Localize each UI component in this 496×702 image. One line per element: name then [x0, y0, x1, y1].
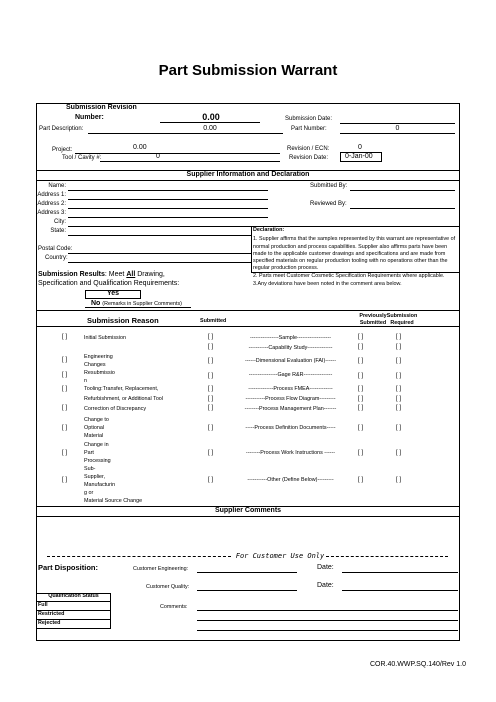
checkbox[interactable]: [ ] [208, 358, 214, 364]
item-label: -----Process Definition Documents----- [245, 425, 336, 431]
part-description-label: Part Description: [39, 126, 84, 132]
reason-label: Material [84, 433, 104, 439]
declaration-line: 1. Supplier affirms that the samples represented by this warrant are representative of [253, 236, 456, 242]
reason-label: Resubmissio [84, 370, 115, 376]
customer-use-only-label: For Customer Use Only [235, 552, 325, 560]
reason-label: Manufacturin [84, 482, 116, 488]
part-description-value[interactable]: 0.00 [203, 125, 217, 132]
checkbox[interactable]: [ ] [358, 373, 364, 379]
status-restricted[interactable]: Restricted [38, 611, 65, 617]
status-full[interactable]: Full [38, 602, 48, 608]
name-label: Name: [48, 183, 66, 189]
checkbox[interactable]: [ ] [208, 373, 214, 379]
revision-date-label: Revision Date: [289, 155, 329, 161]
checkbox[interactable]: [ ] [208, 386, 214, 392]
reason-label: Tooling:Transfer, Replacement, [84, 386, 159, 392]
checkbox[interactable]: [ ] [62, 386, 68, 392]
reason-label: g or [84, 490, 94, 496]
item-label: -----------Other (Define Below)--------- [247, 477, 334, 483]
reason-label: Change in [84, 442, 109, 448]
form-number: COR.40.WWP.SQ.140/Rev 1.0 [370, 661, 466, 668]
item-label: ------Dimensional Evaluation (FAI)------ [244, 358, 337, 364]
reason-label: Change to [84, 417, 109, 423]
part-disposition-label: Part Disposition: [38, 563, 99, 572]
reason-label: Correction of Discrepancy [84, 406, 147, 412]
revision-date-value[interactable]: 0-Jan-00 [345, 153, 373, 160]
checkbox[interactable]: [ ] [396, 477, 402, 483]
declaration-line: specified materials on regular production tooling with no operations other than the [253, 258, 448, 264]
item-label: -----------Process Flow Diagram--------- [245, 396, 336, 402]
checkbox[interactable]: [ ] [208, 396, 214, 402]
checkbox[interactable]: [ ] [208, 425, 214, 431]
customer-quality-label: Customer Quality: [146, 584, 190, 590]
checkbox[interactable]: [ ] [358, 477, 364, 483]
tool-cavity-value[interactable]: 0 [156, 153, 160, 160]
project-label: Project: [52, 147, 73, 153]
reason-label: Changes [84, 362, 106, 368]
checkbox[interactable]: [ ] [358, 358, 364, 364]
part-number-label: Part Number: [291, 126, 327, 132]
declaration-line: 2. Parts meet Customer Cosmetic Specification Requirements where applicable. [253, 273, 445, 279]
submission-results-line2: Specification and Qualification Requirements: [38, 280, 180, 287]
reviewed-by-label: Reviewed By: [310, 201, 347, 207]
submission-required-heading-2: Required [390, 320, 414, 326]
reason-label: Engineering [84, 354, 113, 360]
item-label: --------Process Work Instructions ------ [245, 450, 336, 456]
submission-results: Submission Results: Meet All Drawing, [38, 271, 165, 278]
revision-ecn-value[interactable]: 0 [358, 144, 362, 151]
item-label: ----------------Sample------------------- [249, 335, 332, 341]
comments-label: Comments: [160, 604, 188, 610]
checkbox[interactable]: [ ] [62, 372, 68, 378]
declaration-line: 3.Any deviations have been noted in the comment area below. [253, 281, 402, 287]
checkbox[interactable]: [ ] [396, 344, 402, 350]
address3-label: Address 3: [37, 210, 66, 216]
reason-label: Material Source Change [84, 498, 143, 504]
checkbox[interactable]: [ ] [358, 386, 364, 392]
submission-required-heading-1: Submission [386, 313, 418, 319]
checkbox[interactable]: [ ] [358, 396, 364, 402]
tool-cavity-label: Tool / Cavity #: [62, 155, 102, 161]
part-number-value[interactable]: 0 [395, 125, 400, 132]
postal-code-label: Postal Code: [38, 246, 73, 252]
reason-label: Refurbishment, or Additional Tool [84, 396, 164, 402]
address1-label: Address 1: [37, 192, 66, 198]
no-option[interactable]: No (Remarks in Supplier Comments) [91, 300, 182, 307]
submission-date-label: Submission Date: [285, 116, 333, 122]
declaration-line: regular production process. [253, 265, 319, 271]
checkbox[interactable]: [ ] [358, 450, 364, 456]
checkbox[interactable]: [ ] [62, 425, 68, 431]
checkbox[interactable]: [ ] [208, 334, 214, 340]
reason-label: Sub- [84, 466, 96, 472]
revision-label-2: Number: [75, 114, 104, 121]
reason-label: n [84, 378, 87, 384]
checkbox[interactable]: [ ] [62, 405, 68, 411]
declaration-line: made to the applicable customer drawings and specifications and are made from [253, 251, 446, 257]
checkbox[interactable]: [ ] [208, 450, 214, 456]
checkbox[interactable]: [ ] [396, 386, 402, 392]
item-label: ----------------Gage R&R---------------- [248, 372, 333, 378]
submitted-column-heading: Submitted [200, 318, 227, 324]
revision-ecn-label: Revision / ECN: [287, 146, 330, 152]
declaration-line: normal production and process capabilities. Supplier also affirms parts have been [253, 244, 448, 250]
revision-label-1: Submission Revision [66, 104, 137, 111]
country-label: Country: [45, 255, 68, 261]
checkbox[interactable]: [ ] [62, 334, 68, 340]
checkbox[interactable]: [ ] [358, 425, 364, 431]
reason-label: Supplier, [84, 474, 105, 480]
reason-label: Optional [84, 425, 105, 431]
page-title: Part Submission Warrant [158, 62, 338, 79]
submission-reason-heading: Submission Reason [87, 316, 159, 325]
previously-submitted-heading-2: Submitted [359, 320, 387, 326]
checkbox[interactable]: [ ] [396, 334, 402, 340]
state-label: State: [50, 228, 66, 234]
checkbox[interactable]: [ ] [358, 334, 364, 340]
checkbox[interactable]: [ ] [396, 425, 402, 431]
checkbox[interactable]: [ ] [396, 373, 402, 379]
address2-label: Address 2: [37, 201, 66, 207]
submitted-by-label: Submitted By: [310, 183, 348, 189]
checkbox[interactable]: [ ] [396, 450, 402, 456]
checkbox[interactable]: [ ] [62, 357, 68, 363]
status-rejected[interactable]: Rejected [38, 620, 61, 626]
checkbox[interactable]: [ ] [358, 405, 364, 411]
checkbox[interactable]: [ ] [208, 405, 214, 411]
project-value[interactable]: 0.00 [133, 144, 147, 151]
checkbox[interactable]: [ ] [396, 405, 402, 411]
supplier-heading: Supplier Information and Declaration [186, 171, 310, 178]
supplier-comments-area[interactable] [36, 517, 460, 550]
supplier-comments-heading: Supplier Comments [214, 507, 282, 514]
checkbox[interactable]: [ ] [396, 358, 402, 364]
qualification-status-heading: Qualification Status [48, 593, 99, 599]
date-label: Date: [317, 564, 334, 571]
city-label: City: [54, 219, 66, 225]
checkbox[interactable]: [ ] [62, 477, 68, 483]
item-label: -----------Capability Study-------------- [248, 345, 333, 351]
revision-value[interactable]: 0.00 [202, 112, 220, 122]
declaration-title: Declaration: [253, 227, 285, 233]
reason-label: Processing [84, 458, 111, 464]
customer-engineering-label: Customer Engineering: [133, 566, 189, 572]
checkbox[interactable]: [ ] [208, 477, 214, 483]
item-label: --------------Process FMEA------------- [248, 386, 333, 392]
checkbox[interactable]: [ ] [358, 344, 364, 350]
item-label: --------Process Management Plan------- [244, 406, 337, 412]
reason-label: Initial Submission [84, 335, 126, 341]
previously-submitted-heading-1: Previously [359, 313, 387, 319]
yes-option[interactable]: Yes [106, 290, 120, 297]
checkbox[interactable]: [ ] [62, 450, 68, 456]
date-label: Date: [317, 582, 334, 589]
checkbox[interactable]: [ ] [396, 396, 402, 402]
checkbox[interactable]: [ ] [208, 344, 214, 350]
reason-label: Part [84, 450, 94, 456]
